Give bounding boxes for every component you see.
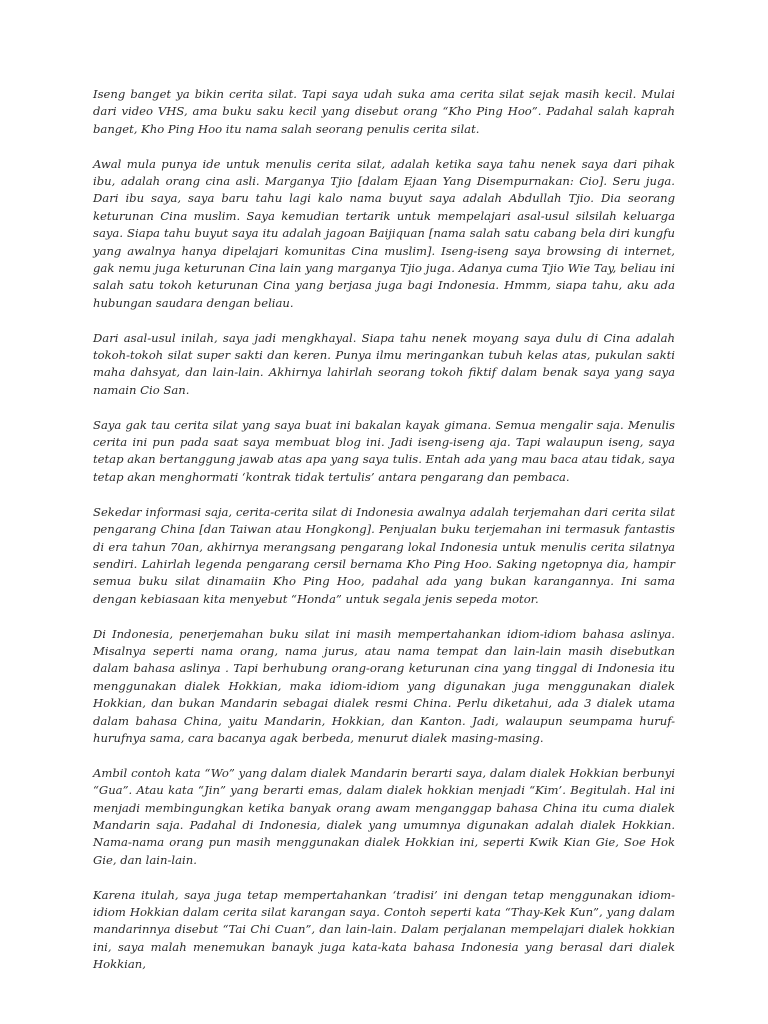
paragraph-7: Ambil contoh kata “Wo” yang dalam dialek Mandarin berarti saya, dalam dialek Hokkian berbunyi “Gua”. Atau kata “Jin” yang berarti emas, dalam dialek hokkian menjadi “Kim’. Begitulah. Hal ini menjadi membingungkan ketika banyak orang awam menganggap bahasa China itu cuma dialek Mandarin saja. Padahal di Indonesia, dialek yang umumnya digunakan adalah dialek Hokkian. Nama-nama orang pun masih menggunakan dialek Hokkian ini, seperti Kwik Kian Gie, Soe Hok Gie, dan lain-lain.: [93, 765, 675, 867]
paragraph-8: Karena itulah, saya juga tetap mempertahankan ‘tradisi’ ini dengan tetap menggunakan idiom-idiom Hokkian dalam cerita silat karangan saya. Contoh seperti kata “Thay-Kek Kun”, yang dalam mandarinnya disebut “Tai Chi Cuan”, dan lain-lain. Dalam perjalanan mempelajari dialek hokkian ini, saya malah menemukan banayk juga kata-kata bahasa Indonesia yang berasal dari dialek Hokkian,: [93, 887, 675, 972]
paragraph-3: Dari asal-usul inilah, saya jadi mengkhayal. Siapa tahu nenek moyang saya dulu di Cina adalah tokoh-tokoh silat super sakti dan keren. Punya ilmu meringankan tubuh kelas atas, pukulan sakti maha dahsyat, dan lain-lain. Akhirnya lahirlah seorang tokoh fiktif dalam benak saya yang saya namain Cio San.: [93, 330, 675, 397]
paragraph-6: Di Indonesia, penerjemahan buku silat ini masih mempertahankan idiom-idiom bahasa aslinya. Misalnya seperti nama orang, nama jurus, atau nama tempat dan lain-lain masih disebutkan dalam bahasa aslinya . Tapi berhubung orang-orang keturunan cina yang tinggal di Indonesia itu menggunakan dialek Hokkian, maka idiom-idiom yang digunakan juga menggunakan dialek Hokkian, dan bukan Mandarin sebagai dialek resmi China. Perlu diketahui, ada 3 dialek utama dalam bahasa China, yaitu Mandarin, Hokkian, dan Kanton. Jadi, walaupun seumpama huruf-hurufnya sama, cara bacanya agak berbeda, menurut dialek masing-masing.: [93, 626, 675, 745]
paragraph-2: Awal mula punya ide untuk menulis cerita silat, adalah ketika saya tahu nenek saya dari pihak ibu, adalah orang cina asli. Marganya Tjio [dalam Ejaan Yang Disempurnakan: Cio]. Seru juga. Dari ibu saya, saya baru tahu lagi kalo nama buyut saya adalah Abdullah Tjio. Dia seorang keturunan Cina muslim. Saya kemudian tertarik untuk mempelajari asal-usul silsilah keluarga saya. Siapa tahu buyut saya itu adalah jagoan Baijiquan [nama salah satu cabang bela diri kungfu yang awalnya hanya dipelajari komunitas Cina muslim]. Iseng-iseng saya browsing di internet, gak nemu juga keturunan Cina lain yang marganya Tjio juga. Adanya cuma Tjio Wie Tay, beliau ini salah satu tokoh keturunan Cina yang berjasa juga bagi Indonesia. Hmmm, siapa tahu, aku ada hubungan saudara dengan beliau.: [93, 156, 675, 310]
paragraph-1: Iseng banget ya bikin cerita silat. Tapi saya udah suka ama cerita silat sejak masih kecil. Mulai dari video VHS, ama buku saku kecil yang disebut orang “Kho Ping Hoo”. Padahal salah kaprah banget, Kho Ping Hoo itu nama salah seorang penulis cerita silat.: [93, 87, 675, 136]
paragraph-5: Sekedar informasi saja, cerita-cerita silat di Indonesia awalnya adalah terjemahan dari cerita silat pengarang China [dan Taiwan atau Hongkong]. Penjualan buku terjemahan ini termasuk fantastis di era tahun 70an, akhirnya merangsang pengarang lokal Indonesia untuk menulis cerita silatnya sendiri. Lahirlah legenda pengarang cersil bernama Kho Ping Hoo. Saking ngetopnya dia, hampir semua buku silat dinamaiin Kho Ping Hoo, padahal ada yang bukan karangannya. Ini sama dengan kebiasaan kita menyebut “Honda” untuk segala jenis sepeda motor.: [93, 504, 675, 606]
document-body: [93, 86, 675, 991]
paragraph-4: Saya gak tau cerita silat yang saya buat ini bakalan kayak gimana. Semua mengalir saja. Menulis cerita ini pun pada saat saya membuat blog ini. Jadi iseng-iseng aja. Tapi walaupun iseng, saya tetap akan bertanggung jawab atas apa yang saya tulis. Entah ada yang mau baca atau tidak, saya tetap akan menghormati ‘kontrak tidak tertulis’ antara pengarang dan pembaca.: [93, 417, 675, 484]
